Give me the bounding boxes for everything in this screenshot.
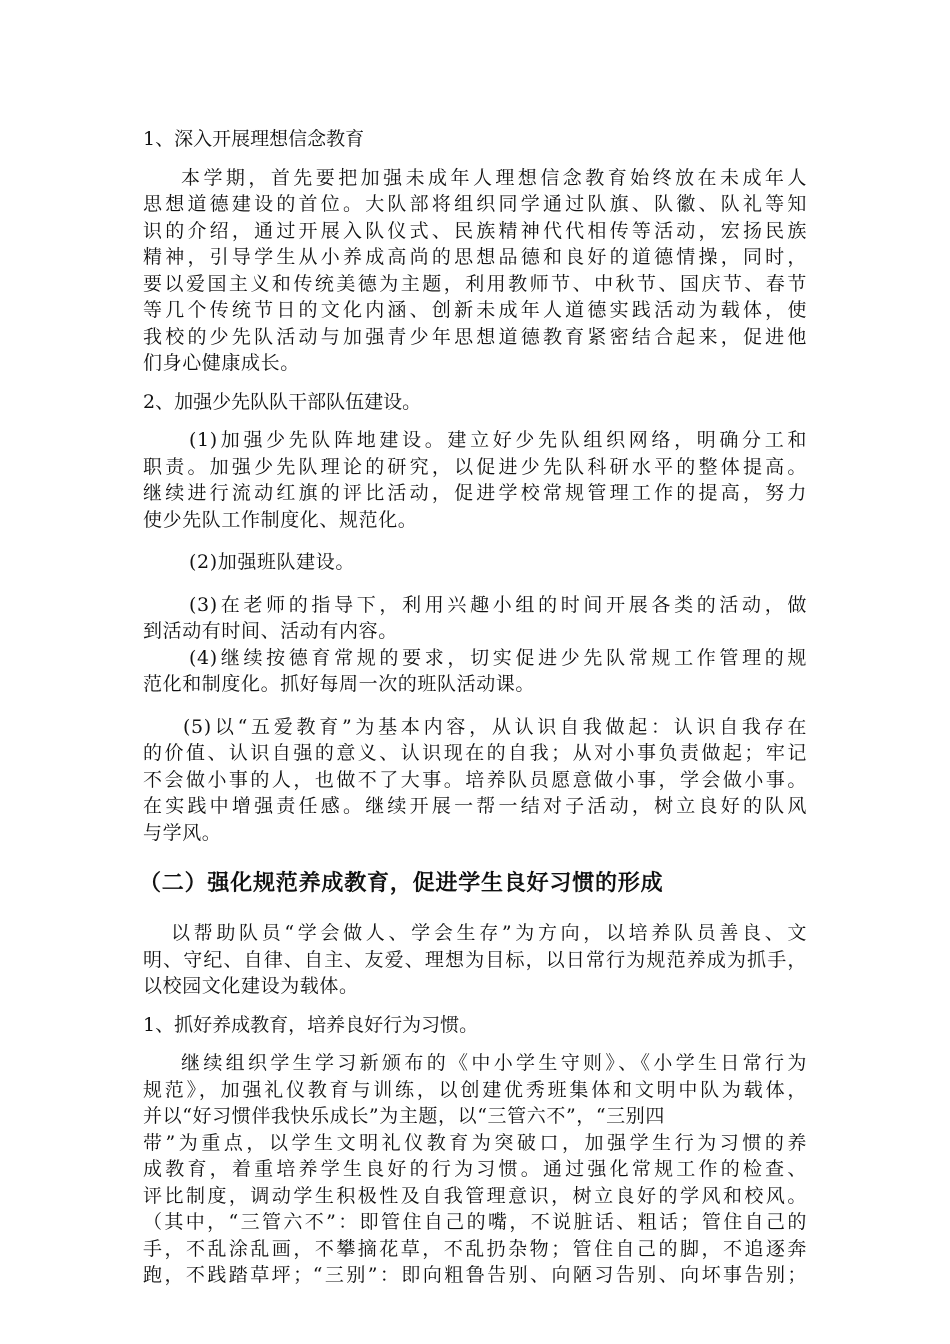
- text-line: (5)以“五爱教育”为基本内容，从认识自我做起：认识自我存在: [183, 715, 807, 738]
- text-line: 的价值、认识自强的意义、认识现在的自我；从对小事负责做起；牢记: [143, 742, 807, 764]
- text-line: 与学风。: [143, 821, 222, 844]
- text-line: 以校园文化建设为载体。: [143, 975, 359, 997]
- section-heading-habits: （二）强化规范养成教育，促进学生良好习惯的形成: [139, 870, 664, 896]
- text-line: (2)加强班队建设。: [189, 551, 355, 573]
- paragraph-behavior: [143, 1050, 807, 1289]
- text-line: 明、守纪、自律、自主、友爱、理想为目标，以日常行为规范养成为抓手，: [143, 948, 807, 971]
- list-item-3: [143, 592, 807, 645]
- text-line: 手，不乱涂乱画，不攀摘花草，不乱扔杂物；管住自己的脚，不追逐奔: [143, 1237, 807, 1260]
- text-line: 思想道德建设的首位。大队部将组织同学通过队旗、队徽、队礼等知: [143, 193, 807, 215]
- text-line: 使少先队工作制度化、规范化。: [143, 508, 418, 531]
- text-line: 精神，引导学生从小养成高尚的思想品德和良好的道德情操，同时，: [143, 246, 807, 268]
- text-line: 我校的少先队活动与加强青少年思想道德教育紧密结合起来，促进他: [143, 325, 807, 348]
- text-line: 跑，不践踏草坪；“三别”：即向粗鲁告别、向陋习告别、向坏事告别；: [143, 1264, 807, 1286]
- text-line: 要以爱国主义和传统美德为主题，利用教师节、中秋节、国庆节、春节: [143, 272, 807, 295]
- text-line: 到活动有时间、活动有内容。: [143, 620, 398, 642]
- text-line: 带”为重点，以学生文明礼仪教育为突破口，加强学生行为习惯的养: [143, 1131, 807, 1154]
- text-line: 们身心健康成长。: [143, 352, 300, 374]
- text-line: （其中，“三管六不”：即管住自己的嘴，不说脏话、粗话；管住自己的: [143, 1211, 807, 1233]
- text-line: 评比制度，调动学生积极性及自我管理意识，树立良好的学风和校风。: [143, 1184, 807, 1207]
- list-item-4: [143, 645, 807, 698]
- text-line: 范化和制度化。抓好每周一次的班队活动课。: [143, 673, 536, 695]
- subsection-heading-ideals: 1、深入开展理想信念教育: [143, 128, 365, 150]
- text-line: (1)加强少先队阵地建设。建立好少先队组织网络，明确分工和: [189, 429, 807, 451]
- text-line: 职责。加强少先队理论的研究，以促进少先队科研水平的整体提高。: [143, 455, 807, 478]
- text-line: 以帮助队员“学会做人、学会生存”为方向，以培养队员善良、文: [171, 922, 807, 944]
- text-line: (4)继续按德育常规的要求，切实促进少先队常规工作管理的规: [189, 646, 807, 669]
- text-line: 本学期，首先要把加强未成年人理想信念教育始终放在未成年人: [181, 166, 807, 189]
- text-line: 继续进行流动红旗的评比活动，促进学校常规管理工作的提高，努力: [143, 482, 807, 504]
- list-item-1: [143, 427, 807, 533]
- text-line: (3)在老师的指导下，利用兴趣小组的时间开展各类的活动，做: [189, 593, 807, 616]
- text-line: 继续组织学生学习新颁布的《中小学生守则》、《小学生日常行为: [181, 1052, 807, 1074]
- text-line: 规范》，加强礼仪教育与训练，以创建优秀班集体和文明中队为载体，: [143, 1078, 807, 1101]
- text-line: 识的介绍，通过开展入队仪式、民族精神代代相传等活动，宏扬民族: [143, 219, 807, 242]
- text-line: 不会做小事的人，也做不了大事。培养队员愿意做小事，学会做小事。: [143, 768, 807, 791]
- text-line: 在实践中增强责任感。继续开展一帮一结对子活动，树立良好的队风: [143, 795, 807, 817]
- paragraph-habits-intro: [143, 920, 807, 1000]
- text-line: 等几个传统节日的文化内涵、创新未成年人道德实践活动为载体，使: [143, 299, 807, 321]
- text-line: 成教育，着重培养学生良好的行为习惯。通过强化常规工作的检查、: [143, 1158, 807, 1180]
- text-line: 并以“好习惯伴我快乐成长”为主题，以“三管六不”，“三别四: [143, 1105, 665, 1127]
- paragraph-ideals: [143, 165, 807, 377]
- subsection-heading-cadres: 2、加强少先队队干部队伍建设。: [143, 390, 422, 413]
- subsection-heading-behavior: 1、抓好养成教育，培养良好行为习惯。: [143, 1013, 479, 1036]
- list-item-2: [143, 549, 807, 576]
- document-page: [139, 126, 807, 1289]
- list-item-5: [143, 714, 807, 847]
